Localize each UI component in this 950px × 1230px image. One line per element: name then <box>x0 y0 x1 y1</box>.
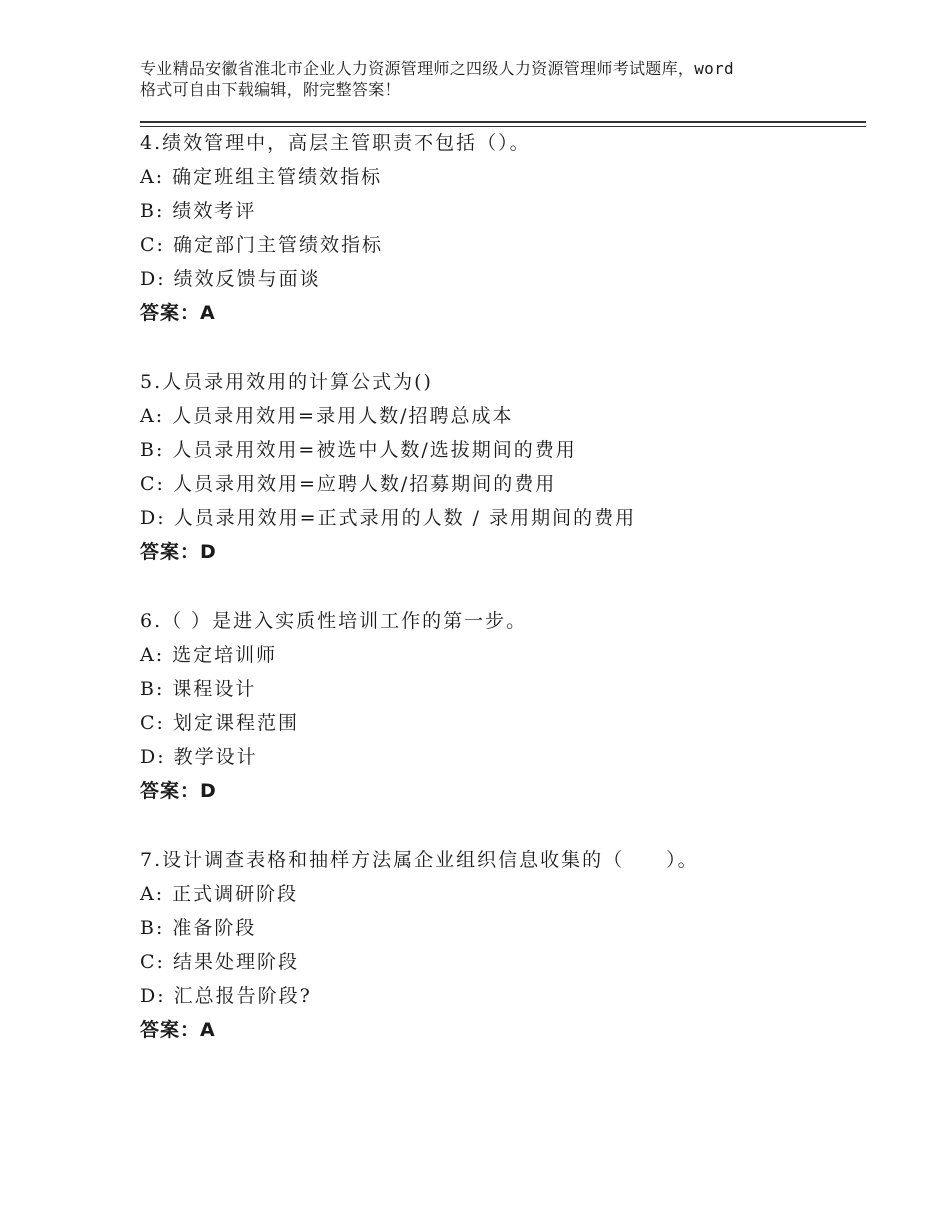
question-stem: 5.人员录用效用的计算公式为() <box>140 371 433 393</box>
question-5 <box>140 365 860 569</box>
option-b: B: 准备阶段 <box>140 917 257 939</box>
answer-line: 答案：A <box>140 1019 216 1041</box>
option-c: C: 人员录用效用=应聘人数/招募期间的费用 <box>140 473 557 495</box>
question-4 <box>140 126 860 330</box>
option-d: D: 汇总报告阶段? <box>140 985 312 1007</box>
question-stem: 6.（ ）是进入实质性培训工作的第一步。 <box>140 610 528 632</box>
option-d: D: 绩效反馈与面谈 <box>140 268 321 290</box>
option-d: D: 教学设计 <box>140 746 258 768</box>
question-6 <box>140 604 860 808</box>
question-stem: 4.绩效管理中，高层主管职责不包括（）。 <box>140 132 531 154</box>
option-a: A: 正式调研阶段 <box>140 883 299 905</box>
header-line-2: 格式可自由下载编辑，附完整答案！ <box>140 80 401 99</box>
question-7 <box>140 843 860 1047</box>
question-stem: 7.设计调查表格和抽样方法属企业组织信息收集的（ ）。 <box>140 849 699 871</box>
option-c: C: 确定部门主管绩效指标 <box>140 234 383 256</box>
document-header <box>140 58 840 100</box>
option-b: B: 课程设计 <box>140 678 257 700</box>
answer-line: 答案：D <box>140 541 217 563</box>
header-divider-thick <box>140 121 866 123</box>
option-b: B: 绩效考评 <box>140 200 257 222</box>
option-c: C: 结果处理阶段 <box>140 951 299 973</box>
option-d: D: 人员录用效用=正式录用的人数 / 录用期间的费用 <box>140 507 637 529</box>
answer-line: 答案：D <box>140 780 217 802</box>
answer-line: 答案：A <box>140 302 216 324</box>
option-b: B: 人员录用效用=被选中人数/选拔期间的费用 <box>140 439 577 461</box>
option-c: C: 划定课程范围 <box>140 712 299 734</box>
option-a: A: 选定培训师 <box>140 644 278 666</box>
option-a: A: 确定班组主管绩效指标 <box>140 166 383 188</box>
option-a: A: 人员录用效用=录用人数/招聘总成本 <box>140 405 514 427</box>
header-line-1: 专业精品安徽省淮北市企业人力资源管理师之四级人力资源管理师考试题库，word <box>140 59 734 78</box>
